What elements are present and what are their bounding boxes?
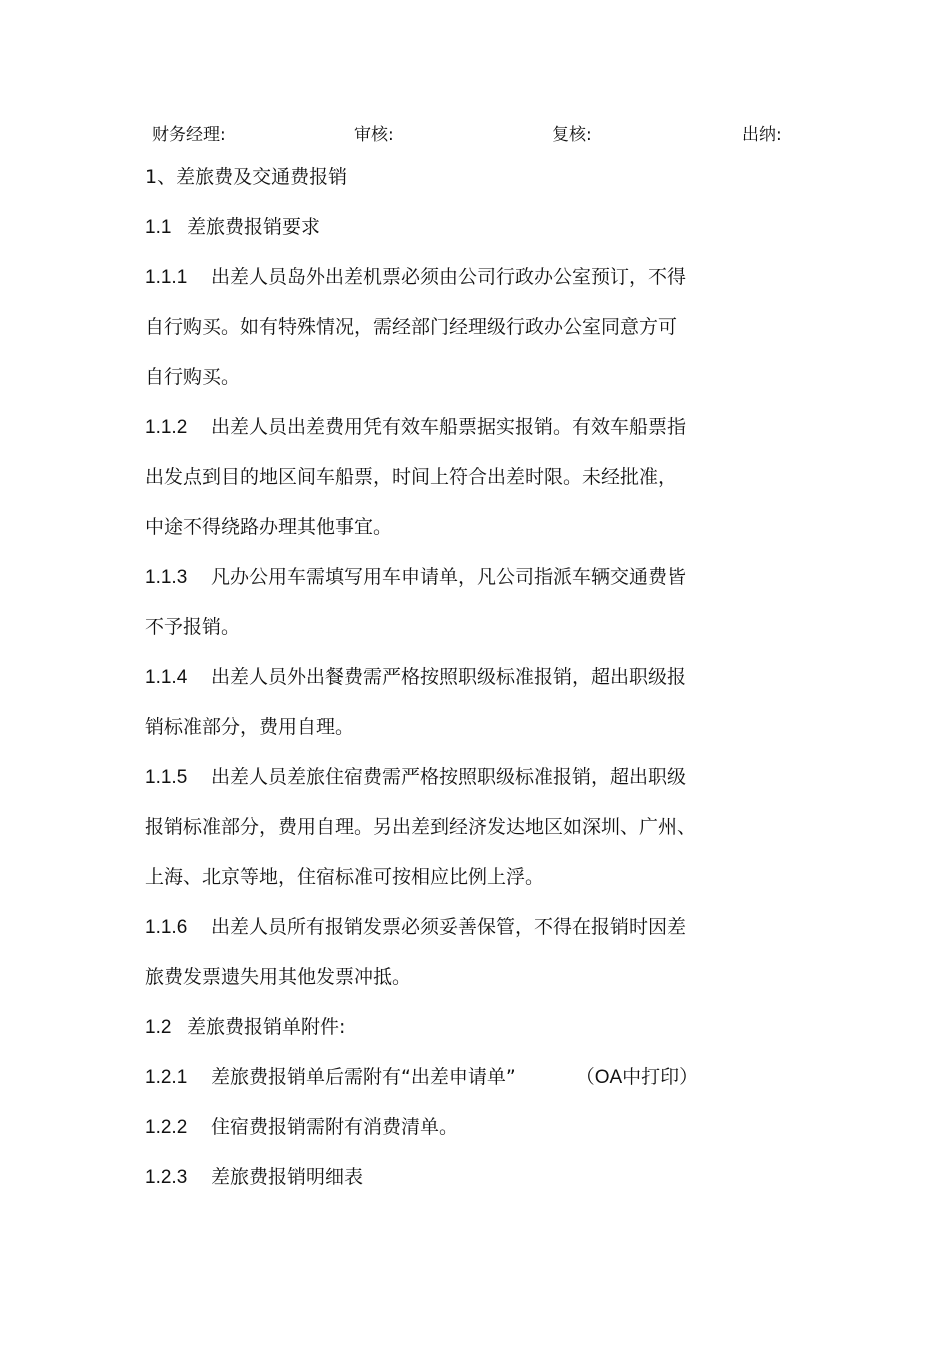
item-1-1-2-line-3: 中途不得绕路办理其他事宜。 — [145, 516, 393, 538]
item-1-1-6-line-1 — [145, 914, 686, 941]
item-1-1-2-line-2: 出发点到目的地区间车船票，时间上符合出差时限。未经批准， — [145, 466, 678, 488]
section-1-heading: 1、差旅费及交通费报销 — [145, 166, 348, 188]
item-number: 1.1.4 — [145, 667, 188, 688]
item-1-1-3-line-1 — [145, 564, 686, 591]
finance-manager-label: 财务经理: — [152, 125, 226, 145]
item-note: （OA中打印） — [575, 1067, 699, 1088]
item-text: 差旅费报销明细表 — [211, 1166, 364, 1188]
audit-label: 审核: — [354, 125, 394, 145]
section-number: 1.1 — [145, 217, 172, 238]
item-1-1-5-line-2: 报销标准部分，费用自理。另出差到经济发达地区如深圳、广州、 — [145, 816, 697, 838]
item-number: 1.1.6 — [145, 917, 188, 938]
item-text: 住宿费报销需附有消费清单。 — [211, 1116, 459, 1138]
item-text: 出差人员外出餐费需严格按照职级标准报销，超出职级报 — [211, 666, 687, 688]
item-text: 出差人员所有报销发票必须妥善保管，不得在报销时因差 — [211, 916, 687, 938]
item-number: 1.2.1 — [145, 1067, 188, 1088]
item-1-2-1 — [145, 1064, 698, 1091]
item-1-1-5-line-1 — [145, 764, 686, 791]
item-number: 1.1.5 — [145, 767, 188, 788]
item-1-1-1-line-3: 自行购买。 — [145, 366, 241, 388]
item-1-2-2 — [145, 1114, 458, 1141]
item-1-1-5-line-3: 上海、北京等地，住宿标准可按相应比例上浮。 — [145, 866, 545, 888]
section-title: 差旅费报销要求 — [187, 216, 321, 238]
item-text: 差旅费报销单后需附有“出差申请单” — [211, 1066, 516, 1088]
review-label: 复核: — [552, 125, 592, 145]
section-title: 差旅费报销单附件: — [187, 1016, 346, 1038]
section-1-1-heading — [145, 214, 320, 241]
item-1-1-1-line-2: 自行购买。如有特殊情况，需经部门经理级行政办公室同意方可 — [145, 316, 678, 338]
section-1-2-heading — [145, 1014, 345, 1041]
item-1-2-3 — [145, 1164, 363, 1191]
item-1-1-2-line-1 — [145, 414, 686, 441]
cashier-label: 出纳: — [742, 125, 782, 145]
item-number: 1.1.2 — [145, 417, 188, 438]
item-number: 1.2.3 — [145, 1167, 188, 1188]
item-text: 出差人员出差费用凭有效车船票据实报销。有效车船票指 — [211, 416, 687, 438]
item-text: 出差人员差旅住宿费需严格按照职级标准报销，超出职级 — [211, 766, 687, 788]
item-number: 1.1.1 — [145, 267, 188, 288]
item-1-1-4-line-1 — [145, 664, 686, 691]
item-1-1-1-line-1 — [145, 264, 686, 291]
section-number: 1.2 — [145, 1017, 172, 1038]
item-number: 1.1.3 — [145, 567, 188, 588]
item-1-1-4-line-2: 销标准部分，费用自理。 — [145, 716, 355, 738]
item-text: 出差人员岛外出差机票必须由公司行政办公室预订，不得 — [211, 266, 687, 288]
item-1-1-3-line-2: 不予报销。 — [145, 616, 241, 638]
item-text: 凡办公用车需填写用车申请单，凡公司指派车辆交通费皆 — [211, 566, 687, 588]
item-number: 1.2.2 — [145, 1117, 188, 1138]
item-1-1-6-line-2: 旅费发票遗失用其他发票冲抵。 — [145, 966, 412, 988]
